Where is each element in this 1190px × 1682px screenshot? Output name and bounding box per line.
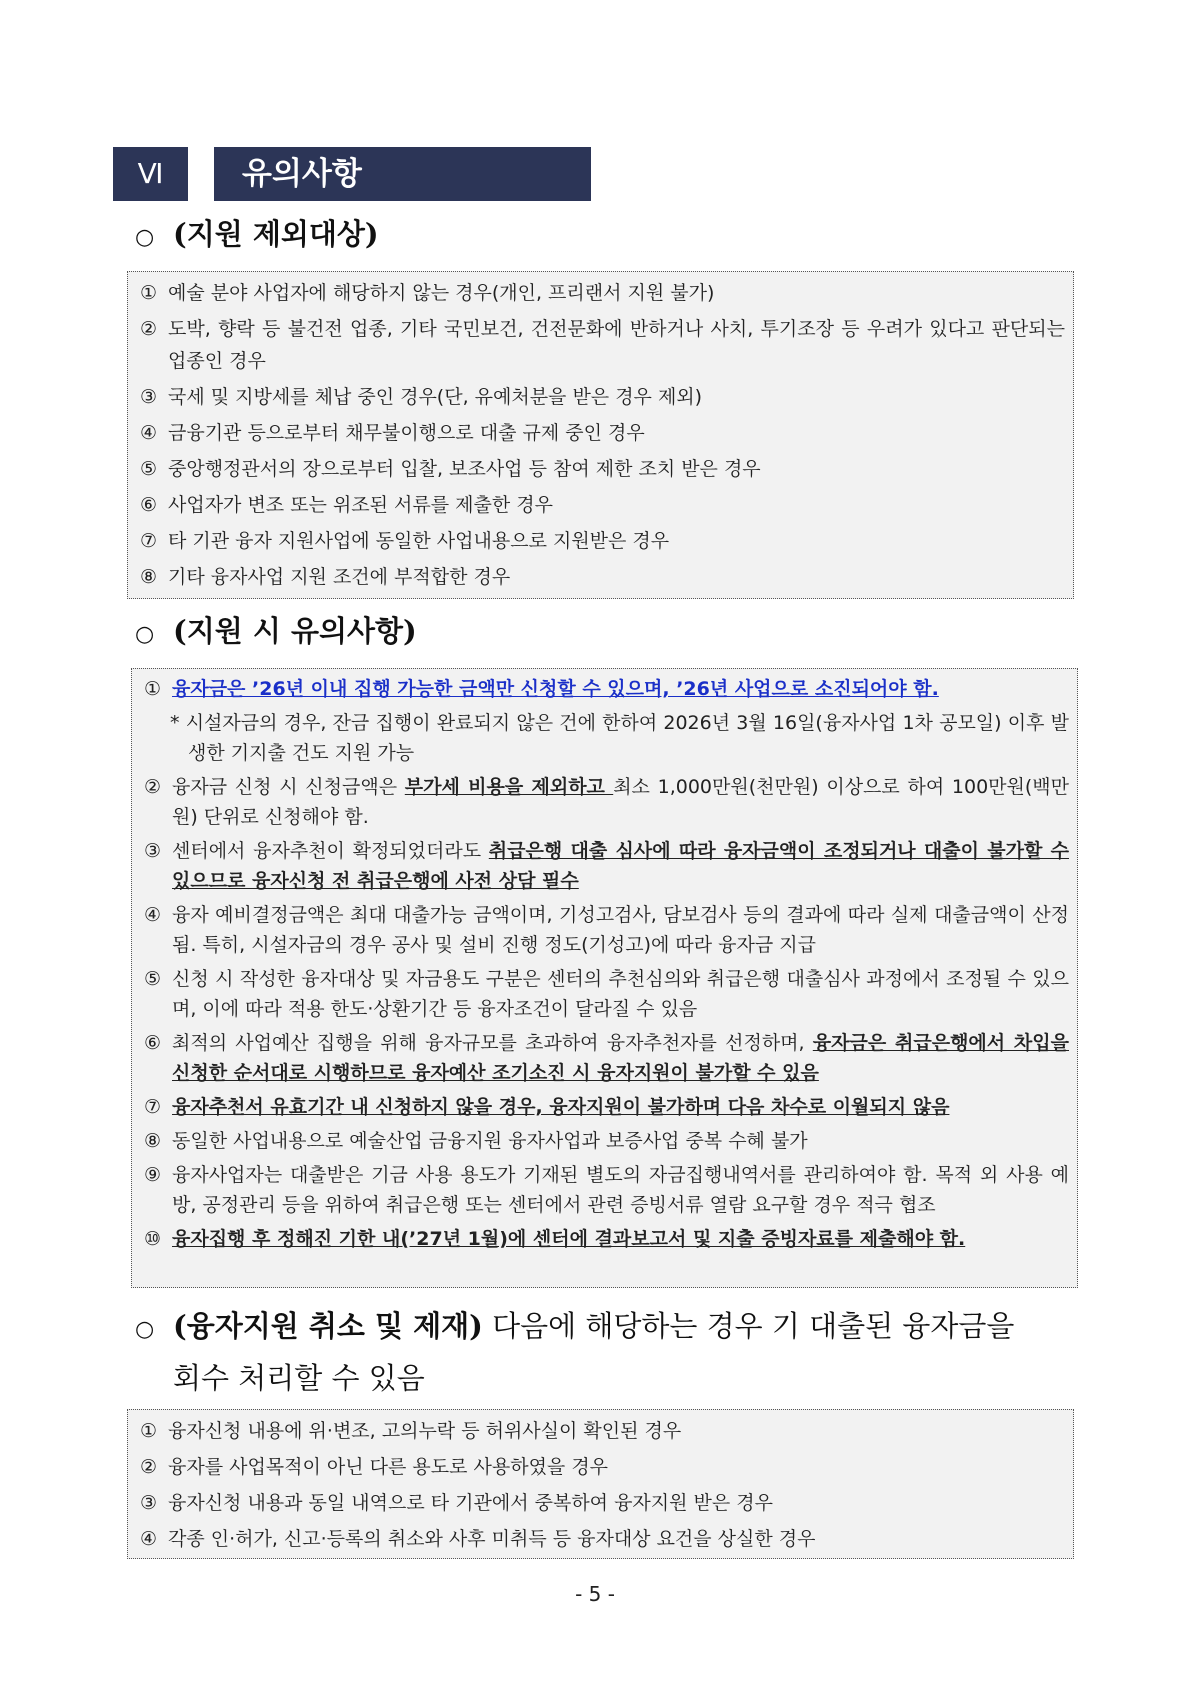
list-item: ① 예술 분야 사업자에 해당하지 않는 경우(개인, 프리랜서 지원 불가) <box>140 282 715 304</box>
list-item: ④ 융자 예비결정금액은 최대 대출가능 금액이며, 기성고검사, 담보검사 등의 결과에 따라 실제 대출금액이 산정됨. 특히, 시설자금의 경우 공사 및 설비 진행 정도(기성고)에 따라 융자금 지급 <box>144 904 1069 956</box>
list-item: ⑧ 동일한 사업내용으로 예술산업 금융지원 융자사업과 보증사업 중복 수혜 불가 <box>144 1130 808 1152</box>
section-title-cancel: ○ (융자지원 취소 및 제재) 다음에 해당하는 경우 기 대출된 융자금을 회수 처리할 수 있음 <box>135 1309 1015 1395</box>
cancel-box <box>127 1409 1074 1559</box>
list-item: ⑤ 신청 시 작성한 융자대상 및 자금용도 구분은 센터의 추천심의와 취급은행 대출심사 과정에서 조정될 수 있으며, 이에 따라 적용 한도·상환기간 등 융자조건이 달라질 수 있음 <box>144 968 1069 1020</box>
list-item: ⑥ 사업자가 변조 또는 위조된 서류를 제출한 경우 <box>140 494 553 516</box>
list-item: ⑤ 중앙행정관서의 장으로부터 입찰, 보조사업 등 참여 제한 조치 받은 경우 <box>140 458 761 480</box>
section-title-exclusion: ○ (지원 제외대상) <box>135 214 379 258</box>
note-item: * 시설자금의 경우, 잔금 집행이 완료되지 않은 건에 한하여 2026년 3월 16일(융자사업 1차 공모일) 이후 발생한 기지출 건도 지원 가능 <box>170 712 1069 764</box>
list-item: ⑨ 융자사업자는 대출받은 기금 사용 용도가 기재된 별도의 자금집행내역서를 관리하여야 함. 목적 외 사용 예방, 공정관리 등을 위하여 취급은행 또는 센터에서 관련 증빙서류 열람 요구할 경우 적극 협조 <box>144 1164 1069 1216</box>
chapter-title: 유의사항 <box>214 147 591 201</box>
list-item: ⑥ 최적의 사업예산 집행을 위해 융자규모를 초과하여 융자추천자를 선정하며, 융자금은 취급은행에서 차입을 신청한 순서대로 시행하므로 융자예산 조기소진 시 융자지원이 불가할 수 있음 <box>144 1032 1069 1084</box>
list-item: ④ 각종 인·허가, 신고·등록의 취소와 사후 미취득 등 융자대상 요건을 상실한 경우 <box>140 1528 816 1550</box>
list-item: ⑦ 융자추천서 유효기간 내 신청하지 않을 경우, 융자지원이 불가하며 다음 차수로 이월되지 않음 <box>144 1096 950 1118</box>
circle-bullet-icon: ○ <box>135 225 155 250</box>
chapter-number: Ⅵ <box>113 147 188 201</box>
page-number: - 5 - <box>575 1582 615 1606</box>
exclusion-box <box>127 271 1074 599</box>
list-item: ⑩ 융자집행 후 정해진 기한 내(’27년 1월)에 센터에 결과보고서 및 지출 증빙자료를 제출해야 함. <box>144 1228 966 1250</box>
list-item: ① 융자신청 내용에 위·변조, 고의누락 등 허위사실이 확인된 경우 <box>140 1420 682 1442</box>
list-item: ④ 금융기관 등으로부터 채무불이행으로 대출 규제 중인 경우 <box>140 422 645 444</box>
list-item: ⑦ 타 기관 융자 지원사업에 동일한 사업내용으로 지원받은 경우 <box>140 530 670 552</box>
section-title-caution: ○ (지원 시 유의사항) <box>135 611 417 655</box>
circle-bullet-icon: ○ <box>135 1317 155 1342</box>
circle-bullet-icon: ○ <box>135 622 155 647</box>
list-item: ⑧ 기타 융자사업 지원 조건에 부적합한 경우 <box>140 566 511 588</box>
list-item: ③ 센터에서 융자추천이 확정되었더라도 취급은행 대출 심사에 따라 융자금액이 조정되거나 대출이 불가할 수 있으므로 융자신청 전 취급은행에 사전 상담 필수 <box>144 840 1069 892</box>
caution-box <box>131 668 1078 1288</box>
list-item: ② 융자를 사업목적이 아닌 다른 용도로 사용하였을 경우 <box>140 1456 609 1478</box>
list-item: ③ 융자신청 내용과 동일 내역으로 타 기관에서 중복하여 융자지원 받은 경우 <box>140 1492 773 1514</box>
list-item: ② 도박, 향락 등 불건전 업종, 기타 국민보건, 건전문화에 반하거나 사치, 투기조장 등 우려가 있다고 판단되는 업종인 경우 <box>140 318 1065 372</box>
list-item: ① 융자금은 ’26년 이내 집행 가능한 금액만 신청할 수 있으며, ’26년 사업으로 소진되어야 함. <box>144 678 939 700</box>
list-item: ② 융자금 신청 시 신청금액은 부가세 비용을 제외하고 최소 1,000만원(천만원) 이상으로 하여 100만원(백만원) 단위로 신청해야 함. <box>144 776 1069 828</box>
list-item: ③ 국세 및 지방세를 체납 중인 경우(단, 유예처분을 받은 경우 제외) <box>140 386 703 408</box>
